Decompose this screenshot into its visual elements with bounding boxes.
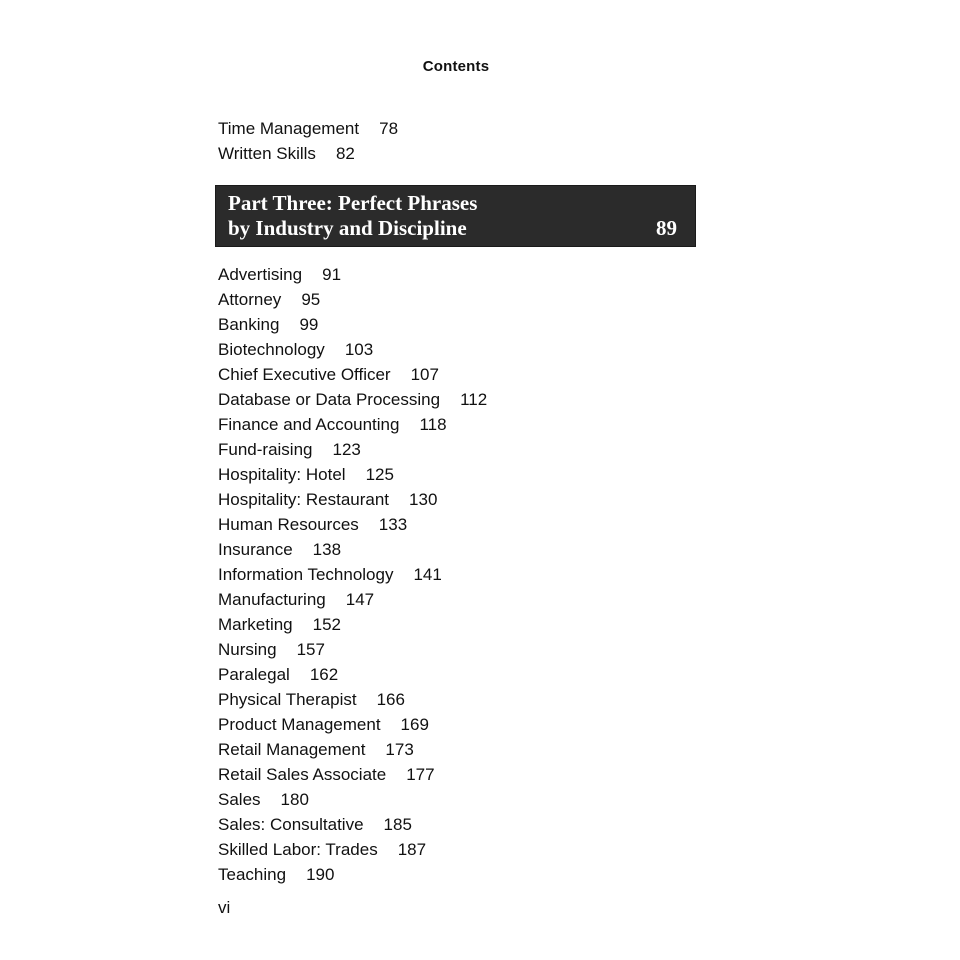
toc-entry-page: 118 bbox=[419, 415, 447, 434]
toc-entry-title: Advertising bbox=[218, 265, 303, 284]
toc-entry-page: 173 bbox=[385, 740, 414, 759]
toc-entry-page: 82 bbox=[335, 144, 355, 163]
toc-entry[interactable] bbox=[218, 639, 325, 661]
toc-entry-title: Teaching bbox=[218, 865, 287, 884]
toc-entry-title: Nursing bbox=[218, 640, 277, 659]
toc-entry-title: Fund-raising bbox=[218, 440, 313, 459]
toc-entry[interactable] bbox=[218, 118, 398, 140]
toc-entry-title: Retail Management bbox=[218, 740, 366, 759]
toc-entry-title: Marketing bbox=[218, 615, 293, 634]
toc-entry[interactable] bbox=[218, 714, 429, 736]
toc-entry-page: 125 bbox=[365, 465, 394, 484]
toc-entry[interactable] bbox=[218, 389, 487, 411]
toc-entry[interactable] bbox=[218, 664, 338, 686]
toc-entry[interactable] bbox=[218, 289, 320, 311]
page-folio: vi bbox=[218, 898, 231, 917]
toc-entry-title: Human Resources bbox=[218, 515, 359, 534]
toc-entry-page: 187 bbox=[397, 840, 427, 859]
toc-entry-page: 107 bbox=[410, 365, 439, 384]
toc-entry-title: Insurance bbox=[218, 540, 293, 559]
toc-entry[interactable] bbox=[218, 539, 341, 561]
toc-entry-title: Sales bbox=[218, 790, 261, 809]
toc-entry-page: 147 bbox=[345, 590, 375, 609]
part-three-banner[interactable] bbox=[215, 185, 696, 247]
part-title-line1: Part Three: Perfect Phrases bbox=[228, 191, 478, 215]
toc-entry[interactable] bbox=[218, 514, 407, 536]
toc-entry-page: 190 bbox=[306, 865, 335, 884]
toc-entry[interactable] bbox=[218, 739, 414, 761]
toc-entry-page: 123 bbox=[332, 440, 361, 459]
toc-entry-title: Hospitality: Hotel bbox=[218, 465, 346, 484]
toc-entry-page: 152 bbox=[312, 615, 342, 634]
toc-entry[interactable] bbox=[218, 839, 426, 861]
toc-entry-title: Product Management bbox=[218, 715, 381, 734]
toc-entry-page: 95 bbox=[301, 290, 321, 309]
toc-entry[interactable] bbox=[218, 789, 309, 811]
toc-entry[interactable] bbox=[218, 414, 447, 436]
toc-entry[interactable] bbox=[218, 439, 361, 461]
toc-entry-page: 180 bbox=[280, 790, 309, 809]
toc-entry[interactable] bbox=[218, 614, 341, 636]
toc-entry-page: 169 bbox=[400, 715, 429, 734]
toc-entry-title: Finance and Accounting bbox=[218, 415, 400, 434]
toc-entry-page: 133 bbox=[378, 515, 408, 534]
toc-entry-page: 99 bbox=[299, 315, 319, 334]
toc-entry-page: 112 bbox=[460, 390, 488, 409]
toc-entry-title: Retail Sales Associate bbox=[218, 765, 387, 784]
toc-entry[interactable] bbox=[218, 689, 405, 711]
toc-entry-title: Manufacturing bbox=[218, 590, 326, 609]
toc-entry[interactable] bbox=[218, 764, 435, 786]
toc-entry-page: 185 bbox=[383, 815, 412, 834]
toc-entry[interactable] bbox=[218, 564, 442, 586]
toc-entry[interactable] bbox=[218, 143, 355, 165]
toc-entry[interactable] bbox=[218, 864, 334, 886]
toc-entry-page: 130 bbox=[409, 490, 438, 509]
toc-entry-title: Skilled Labor: Trades bbox=[218, 840, 378, 859]
running-title: Contents bbox=[422, 58, 490, 75]
toc-entry-title: Database or Data Processing bbox=[218, 390, 441, 409]
part-title-line2: by Industry and Discipline bbox=[228, 216, 467, 240]
toc-entry-title: Banking bbox=[218, 315, 280, 334]
toc-entry[interactable] bbox=[218, 339, 373, 361]
toc-entry-page: 91 bbox=[322, 265, 342, 284]
toc-entry-title: Information Technology bbox=[218, 565, 394, 584]
toc-entry-title: Biotechnology bbox=[218, 340, 325, 359]
toc-entry-title: Physical Therapist bbox=[218, 690, 357, 709]
toc-entry-page: 177 bbox=[406, 765, 435, 784]
toc-entry[interactable] bbox=[218, 489, 437, 511]
toc-entry[interactable] bbox=[218, 814, 412, 836]
toc-entry[interactable] bbox=[218, 314, 318, 336]
toc-entry-title: Written Skills bbox=[218, 144, 316, 163]
toc-entry-page: 162 bbox=[309, 665, 339, 684]
toc-entry-page: 138 bbox=[312, 540, 342, 559]
toc-entry-page: 166 bbox=[376, 690, 405, 709]
toc-entry-page: 78 bbox=[379, 119, 399, 138]
toc-entry[interactable] bbox=[218, 589, 374, 611]
toc-entry-page: 141 bbox=[413, 565, 442, 584]
toc-entry-title: Attorney bbox=[218, 290, 282, 309]
toc-entry-title: Chief Executive Officer bbox=[218, 365, 391, 384]
toc-entry[interactable] bbox=[218, 264, 341, 286]
toc-entry-title: Sales: Consultative bbox=[218, 815, 364, 834]
toc-entry-page: 157 bbox=[296, 640, 325, 659]
part-page-number: 89 bbox=[656, 216, 677, 240]
toc-entry[interactable] bbox=[218, 364, 439, 386]
toc-entry-title: Hospitality: Restaurant bbox=[218, 490, 390, 509]
toc-entry-title: Time Management bbox=[218, 119, 360, 138]
toc-entry-title: Paralegal bbox=[218, 665, 290, 684]
toc-entry[interactable] bbox=[218, 464, 394, 486]
toc-entry-page: 103 bbox=[344, 340, 374, 359]
